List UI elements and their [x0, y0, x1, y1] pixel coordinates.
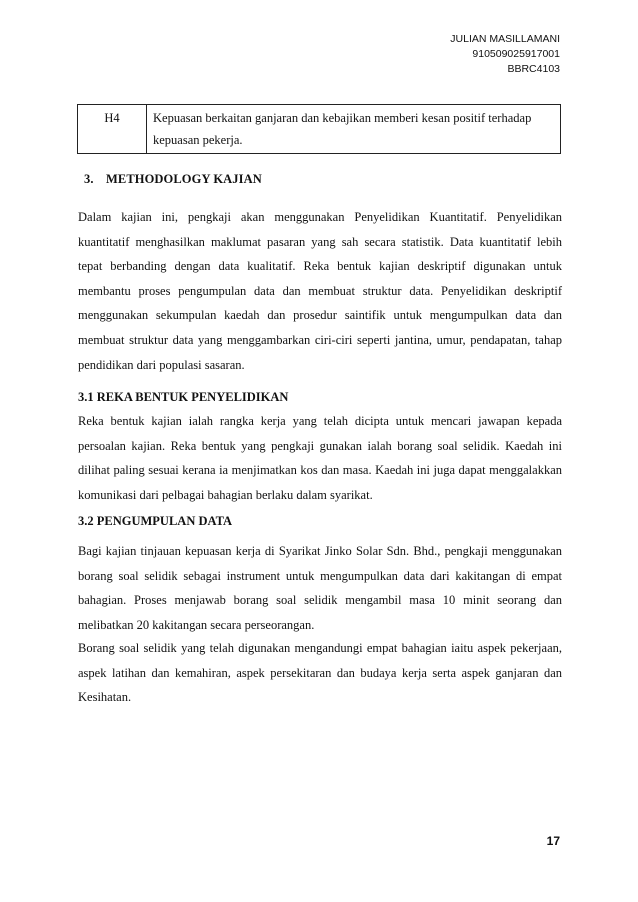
hypothesis-text-line: kepuasan pekerja. [153, 133, 243, 147]
hypothesis-text-line: Kepuasan berkaitan ganjaran dan kebajikan memberi kesan positif terhadap [153, 111, 532, 125]
section-3-2-paragraph-2 [78, 636, 562, 710]
text-line: pendidikan dari populasi sasaran. [78, 357, 245, 372]
text-line: bahagian. Proses menjawab borang soal selidik mengambil masa 10 minit seorang dan [78, 593, 562, 608]
section-heading-3-2: 3.2 PENGUMPULAN DATA [78, 514, 233, 528]
author-name: JULIAN MASILLAMANI [450, 33, 560, 45]
text-line: komunikasi dari pelbagai bahagian berlaku dalam syarikat. [78, 487, 373, 502]
student-id: 910509025917001 [472, 48, 560, 60]
section-3-2-paragraph-1 [78, 539, 562, 637]
section-heading-3 [84, 172, 262, 187]
page-number: 17 [546, 834, 560, 848]
text-line: melibatkan 20 kakitangan secara perseorangan. [78, 617, 315, 632]
text-line: membuat struktur data yang menggambarkan ciri-ciri seperti jantina, umur, pendapatan, tahap [78, 332, 562, 347]
text-line: Dalam kajian ini, pengkaji akan menggunakan Penyelidikan Kuantitatif. Penyelidikan [78, 210, 562, 224]
text-line: Bagi kajian tinjauan kepuasan kerja di Syarikat Jinko Solar Sdn. Bhd., pengkaji menggunakan [78, 544, 562, 558]
course-code: BBRC4103 [507, 63, 560, 75]
hypothesis-table [77, 104, 561, 154]
page-header [450, 32, 560, 77]
hypothesis-text [147, 105, 561, 154]
section-3-paragraph [78, 205, 562, 377]
text-line: aspek latihan dan kemahiran, aspek persekitaran dan budaya kerja serta aspek ganjaran dan [78, 665, 562, 680]
section-number: 3. [84, 172, 94, 186]
table-row [78, 105, 561, 154]
text-line: membantu proses pengumpulan data dan membuat struktur data. Penyelidikan deskriptif [78, 283, 562, 298]
text-line: borang soal selidik sebagai instrument untuk mengumpulkan data dari kakitangan di empat [78, 568, 562, 583]
section-heading-3-1: 3.1 REKA BENTUK PENYELIDIKAN [78, 390, 289, 404]
text-line: Kesihatan. [78, 690, 132, 705]
text-line: menggunakan sekumpulan kaedah dan prosedur saintifik untuk mengumpulkan data dan [78, 308, 562, 323]
hypothesis-code: H4 [78, 105, 147, 154]
text-line: Reka bentuk kajian ialah rangka kerja yang telah dicipta untuk mencari jawapan kepada [78, 414, 562, 428]
section-3-1-paragraph [78, 409, 562, 507]
text-line: dilihat paling sesuai kerana ia menjimatkan kos dan masa. Kaedah ini juga dapat menggalakkan [78, 463, 562, 478]
text-line: Borang soal selidik yang telah digunakan mengandungi empat bahagian iaitu aspek pekerjaan, [78, 641, 562, 655]
text-line: tepat berbanding dengan data kualitatif. Reka bentuk kajian deskriptif digunakan untuk [78, 259, 562, 274]
text-line: kuantitatif menghasilkan maklumat pasaran yang sah secara statistik. Data kuantitatif lebih [78, 234, 562, 249]
text-line: persoalan kajian. Reka bentuk yang pengkaji gunakan ialah borang soal selidik. Kaedah ini [78, 438, 562, 453]
section-title: METHODOLOGY KAJIAN [106, 172, 262, 186]
